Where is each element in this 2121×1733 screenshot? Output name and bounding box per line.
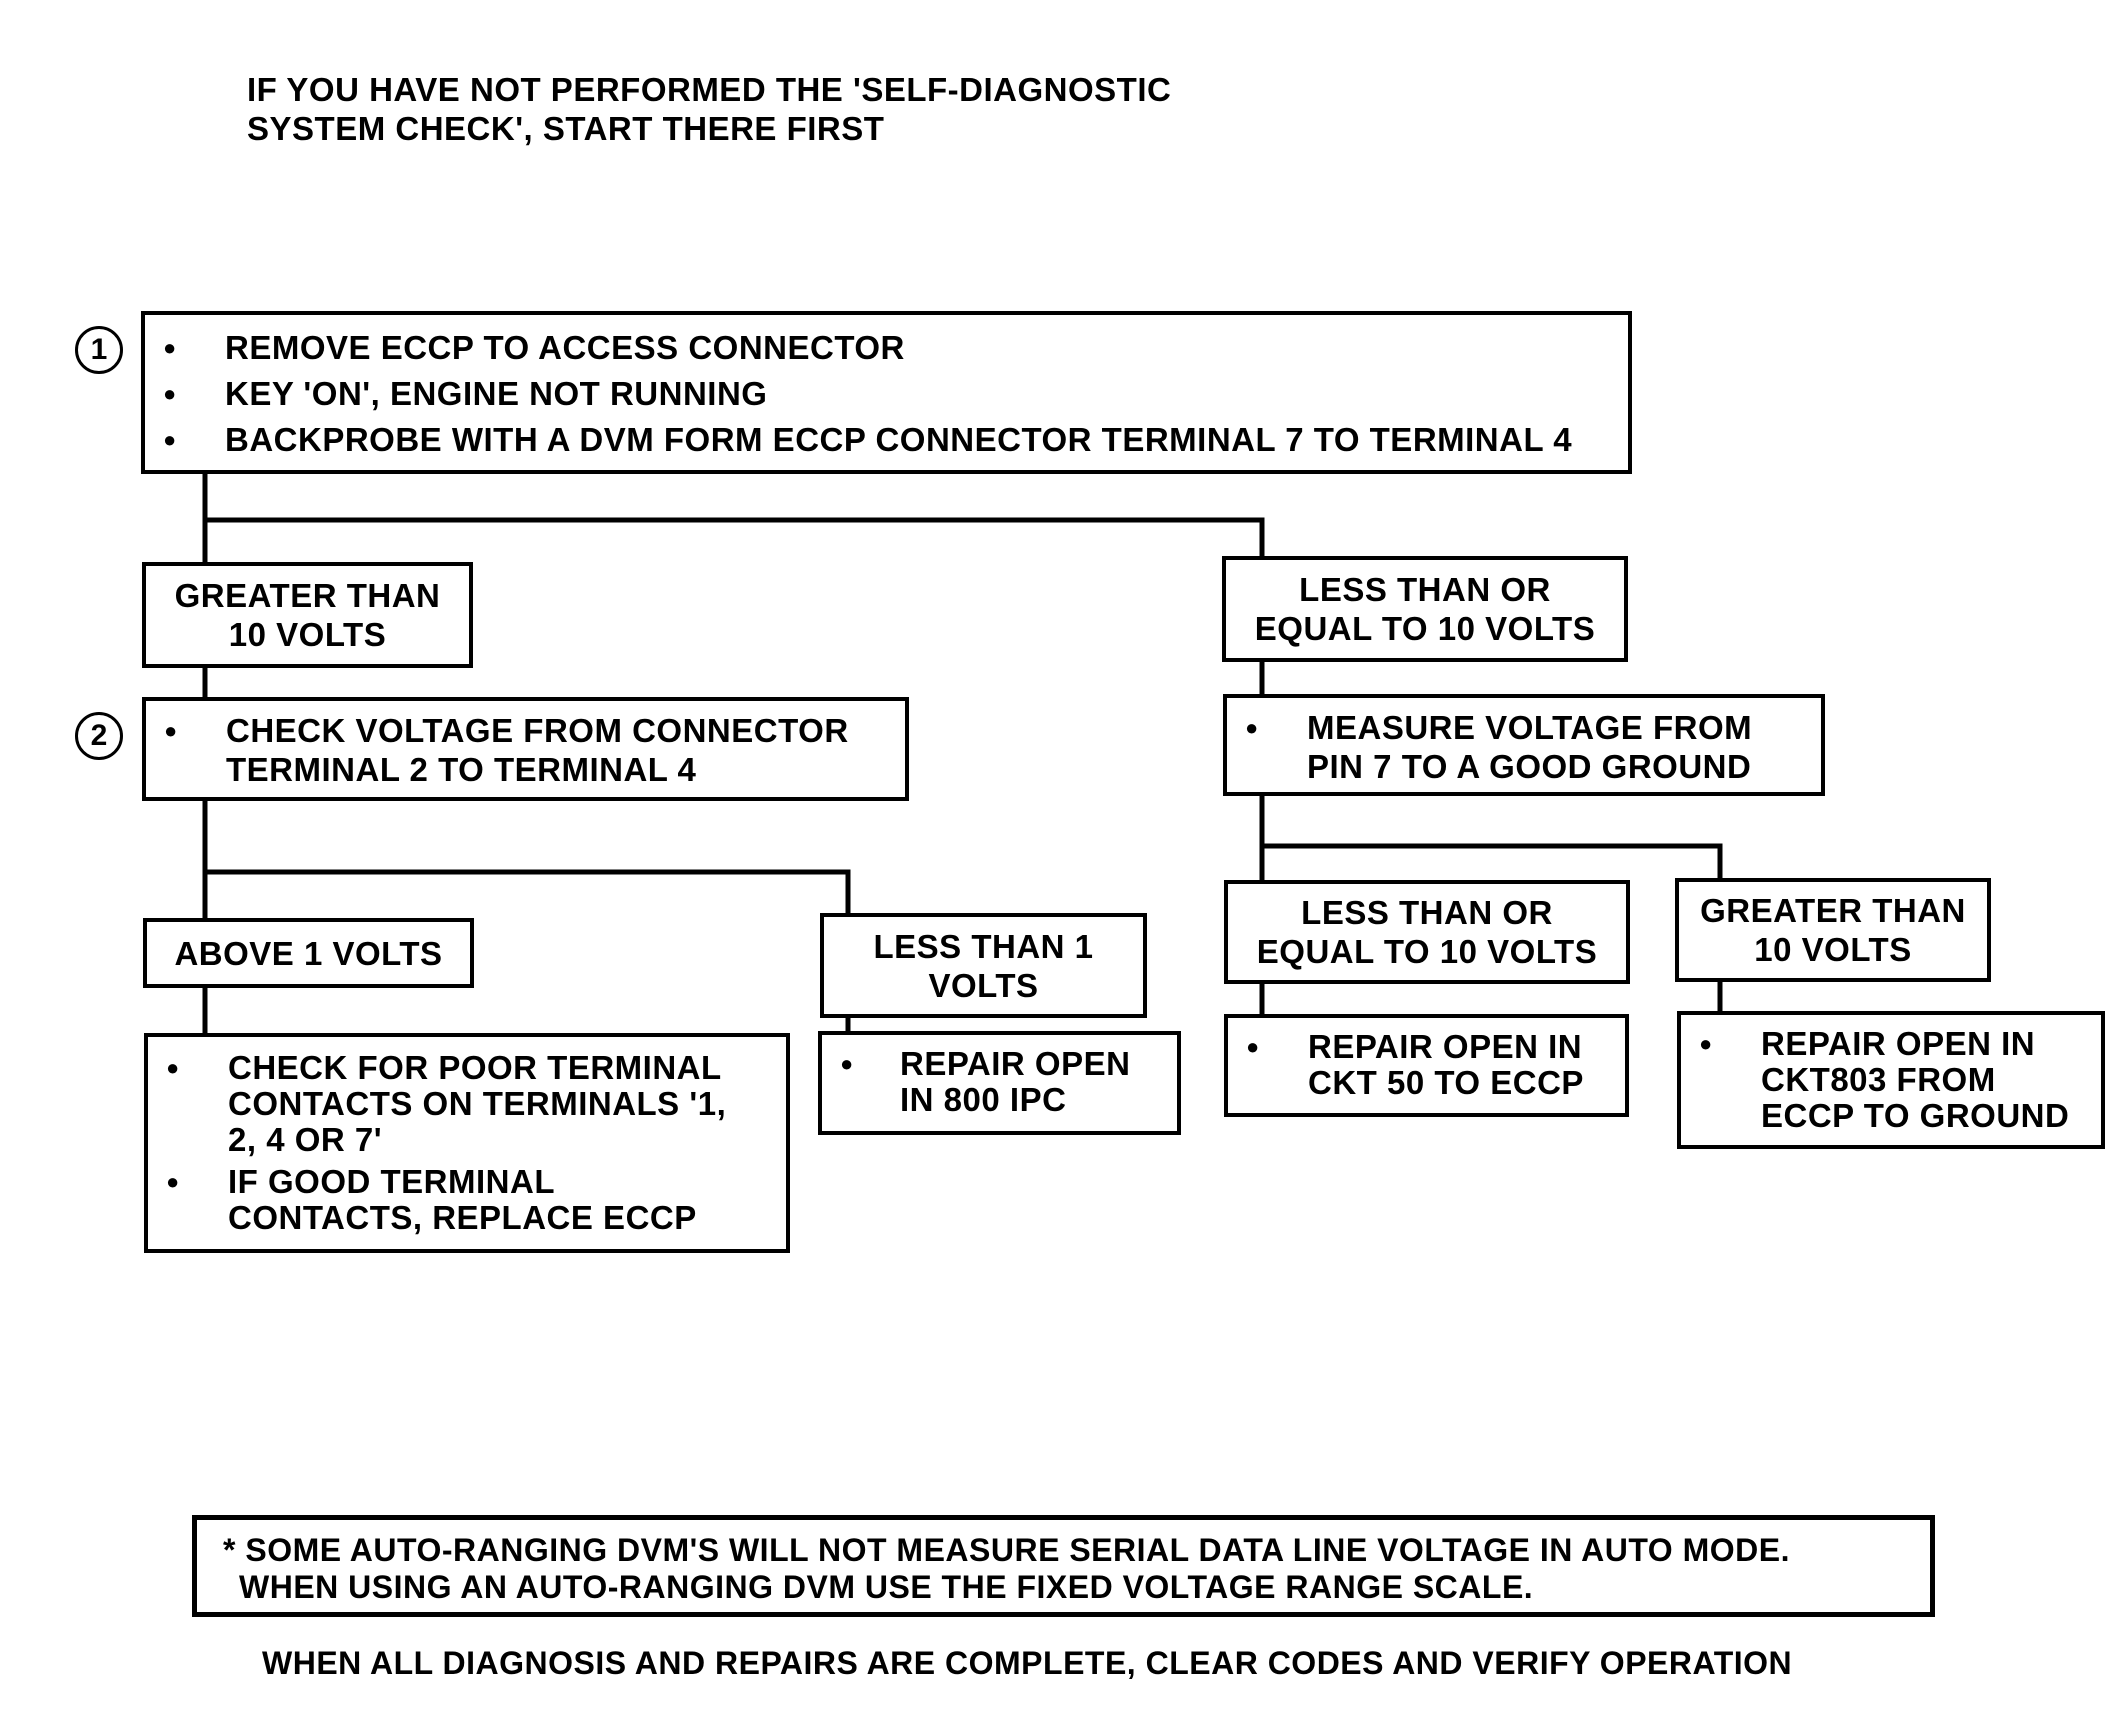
step2-item — [146, 711, 905, 789]
connector-step1-split — [205, 470, 1262, 558]
result-label-line: LESS THAN OR — [1301, 894, 1553, 931]
measure-item-line: ● MEASURE VOLTAGE FROM — [1307, 709, 1753, 746]
connector-measure-split — [1262, 793, 1720, 880]
result-label-line: LESS THAN 1 — [873, 927, 1094, 965]
result-label-line: EQUAL TO 10 VOLTS — [1256, 933, 1598, 970]
repair-ckt50-line: ● REPAIR OPEN IN — [1308, 1028, 1583, 1065]
step2-item-line: TERMINAL 2 TO TERMINAL 4 — [226, 751, 697, 788]
measure-item — [1227, 708, 1821, 786]
step1-item: ● BACKPROBE WITH A DVM FORM ECCP CONNECTOR TERMINAL 7 TO TERMINAL 4 — [145, 420, 1628, 459]
result-greater-than-10-volts — [142, 562, 473, 668]
repair-800-item — [822, 1046, 1177, 1118]
note-line: * SOME AUTO-RANGING DVM'S WILL NOT MEASURE SERIAL DATA LINE VOLTAGE IN AUTO MODE. — [223, 1532, 1790, 1568]
check-contacts-item — [148, 1164, 786, 1236]
result-less-than-1-volts — [820, 913, 1147, 1018]
connector-step2-split — [205, 798, 848, 914]
check-contacts-line: ● CHECK FOR POOR TERMINAL — [228, 1049, 722, 1086]
result-label-line: GREATER THAN — [1700, 892, 1966, 929]
result-less-or-equal-10-volts — [1222, 556, 1628, 662]
note-line: WHEN USING AN AUTO-RANGING DVM USE THE FIXED VOLTAGE RANGE SCALE. — [239, 1569, 1534, 1605]
repair-ckt803-line: CKT803 FROM — [1761, 1061, 1996, 1098]
step-number-badge: 1 — [75, 326, 123, 374]
dvm-warning-note — [192, 1515, 1935, 1617]
repair-ckt803-item — [1681, 1026, 2101, 1134]
check-contacts-line: ● IF GOOD TERMINAL — [228, 1163, 555, 1200]
check-contacts-item — [148, 1050, 786, 1158]
result-label-line: ABOVE 1 VOLTS — [174, 934, 443, 972]
step1-item: ● REMOVE ECCP TO ACCESS CONNECTOR — [145, 328, 1628, 367]
repair-ckt803-line: ECCP TO GROUND — [1761, 1097, 2070, 1134]
repair-ckt50-box — [1224, 1014, 1629, 1117]
intro-line: IF YOU HAVE NOT PERFORMED THE 'SELF-DIAGNOSTIC — [247, 71, 1172, 108]
result-label-line: GREATER THAN — [174, 577, 441, 614]
result-less-or-equal-10-volts-lower — [1224, 880, 1630, 984]
footer-instruction: WHEN ALL DIAGNOSIS AND REPAIRS ARE COMPLETE, CLEAR CODES AND VERIFY OPERATION — [262, 1645, 1793, 1681]
repair-800-ipc-box — [818, 1031, 1181, 1135]
result-above-1-volts — [143, 918, 474, 988]
measure-item-line: PIN 7 TO A GOOD GROUND — [1307, 748, 1752, 785]
intro-line: SYSTEM CHECK', START THERE FIRST — [247, 110, 885, 147]
step1-box — [141, 311, 1632, 474]
step2-item-line: ● CHECK VOLTAGE FROM CONNECTOR — [226, 712, 849, 749]
check-contacts-line: CONTACTS ON TERMINALS '1, — [228, 1085, 727, 1122]
check-contacts-line: CONTACTS, REPLACE ECCP — [228, 1199, 697, 1236]
result-label-line: VOLTS — [928, 966, 1039, 1004]
result-label-line: EQUAL TO 10 VOLTS — [1254, 610, 1596, 647]
repair-ckt803-line: ● REPAIR OPEN IN — [1761, 1025, 2036, 1062]
repair-ckt803-box — [1677, 1011, 2105, 1149]
result-label-line: 10 VOLTS — [228, 616, 387, 653]
step2-box — [142, 697, 909, 801]
repair-800-line: ● REPAIR OPEN — [900, 1045, 1131, 1082]
result-greater-than-10-volts-lower — [1675, 878, 1991, 982]
result-label-line: LESS THAN OR — [1299, 571, 1551, 608]
step1-item: ● KEY 'ON', ENGINE NOT RUNNING — [145, 374, 1628, 413]
repair-ckt50-item — [1228, 1029, 1625, 1101]
check-contacts-box — [144, 1033, 790, 1253]
check-contacts-line: 2, 4 OR 7' — [228, 1121, 383, 1158]
repair-800-line: IN 800 IPC — [900, 1081, 1067, 1118]
repair-ckt50-line: CKT 50 TO ECCP — [1308, 1064, 1584, 1101]
measure-voltage-box — [1223, 694, 1825, 796]
intro-note — [247, 70, 1171, 148]
step-number-badge: 2 — [75, 712, 123, 760]
result-label-line: 10 VOLTS — [1754, 931, 1912, 968]
